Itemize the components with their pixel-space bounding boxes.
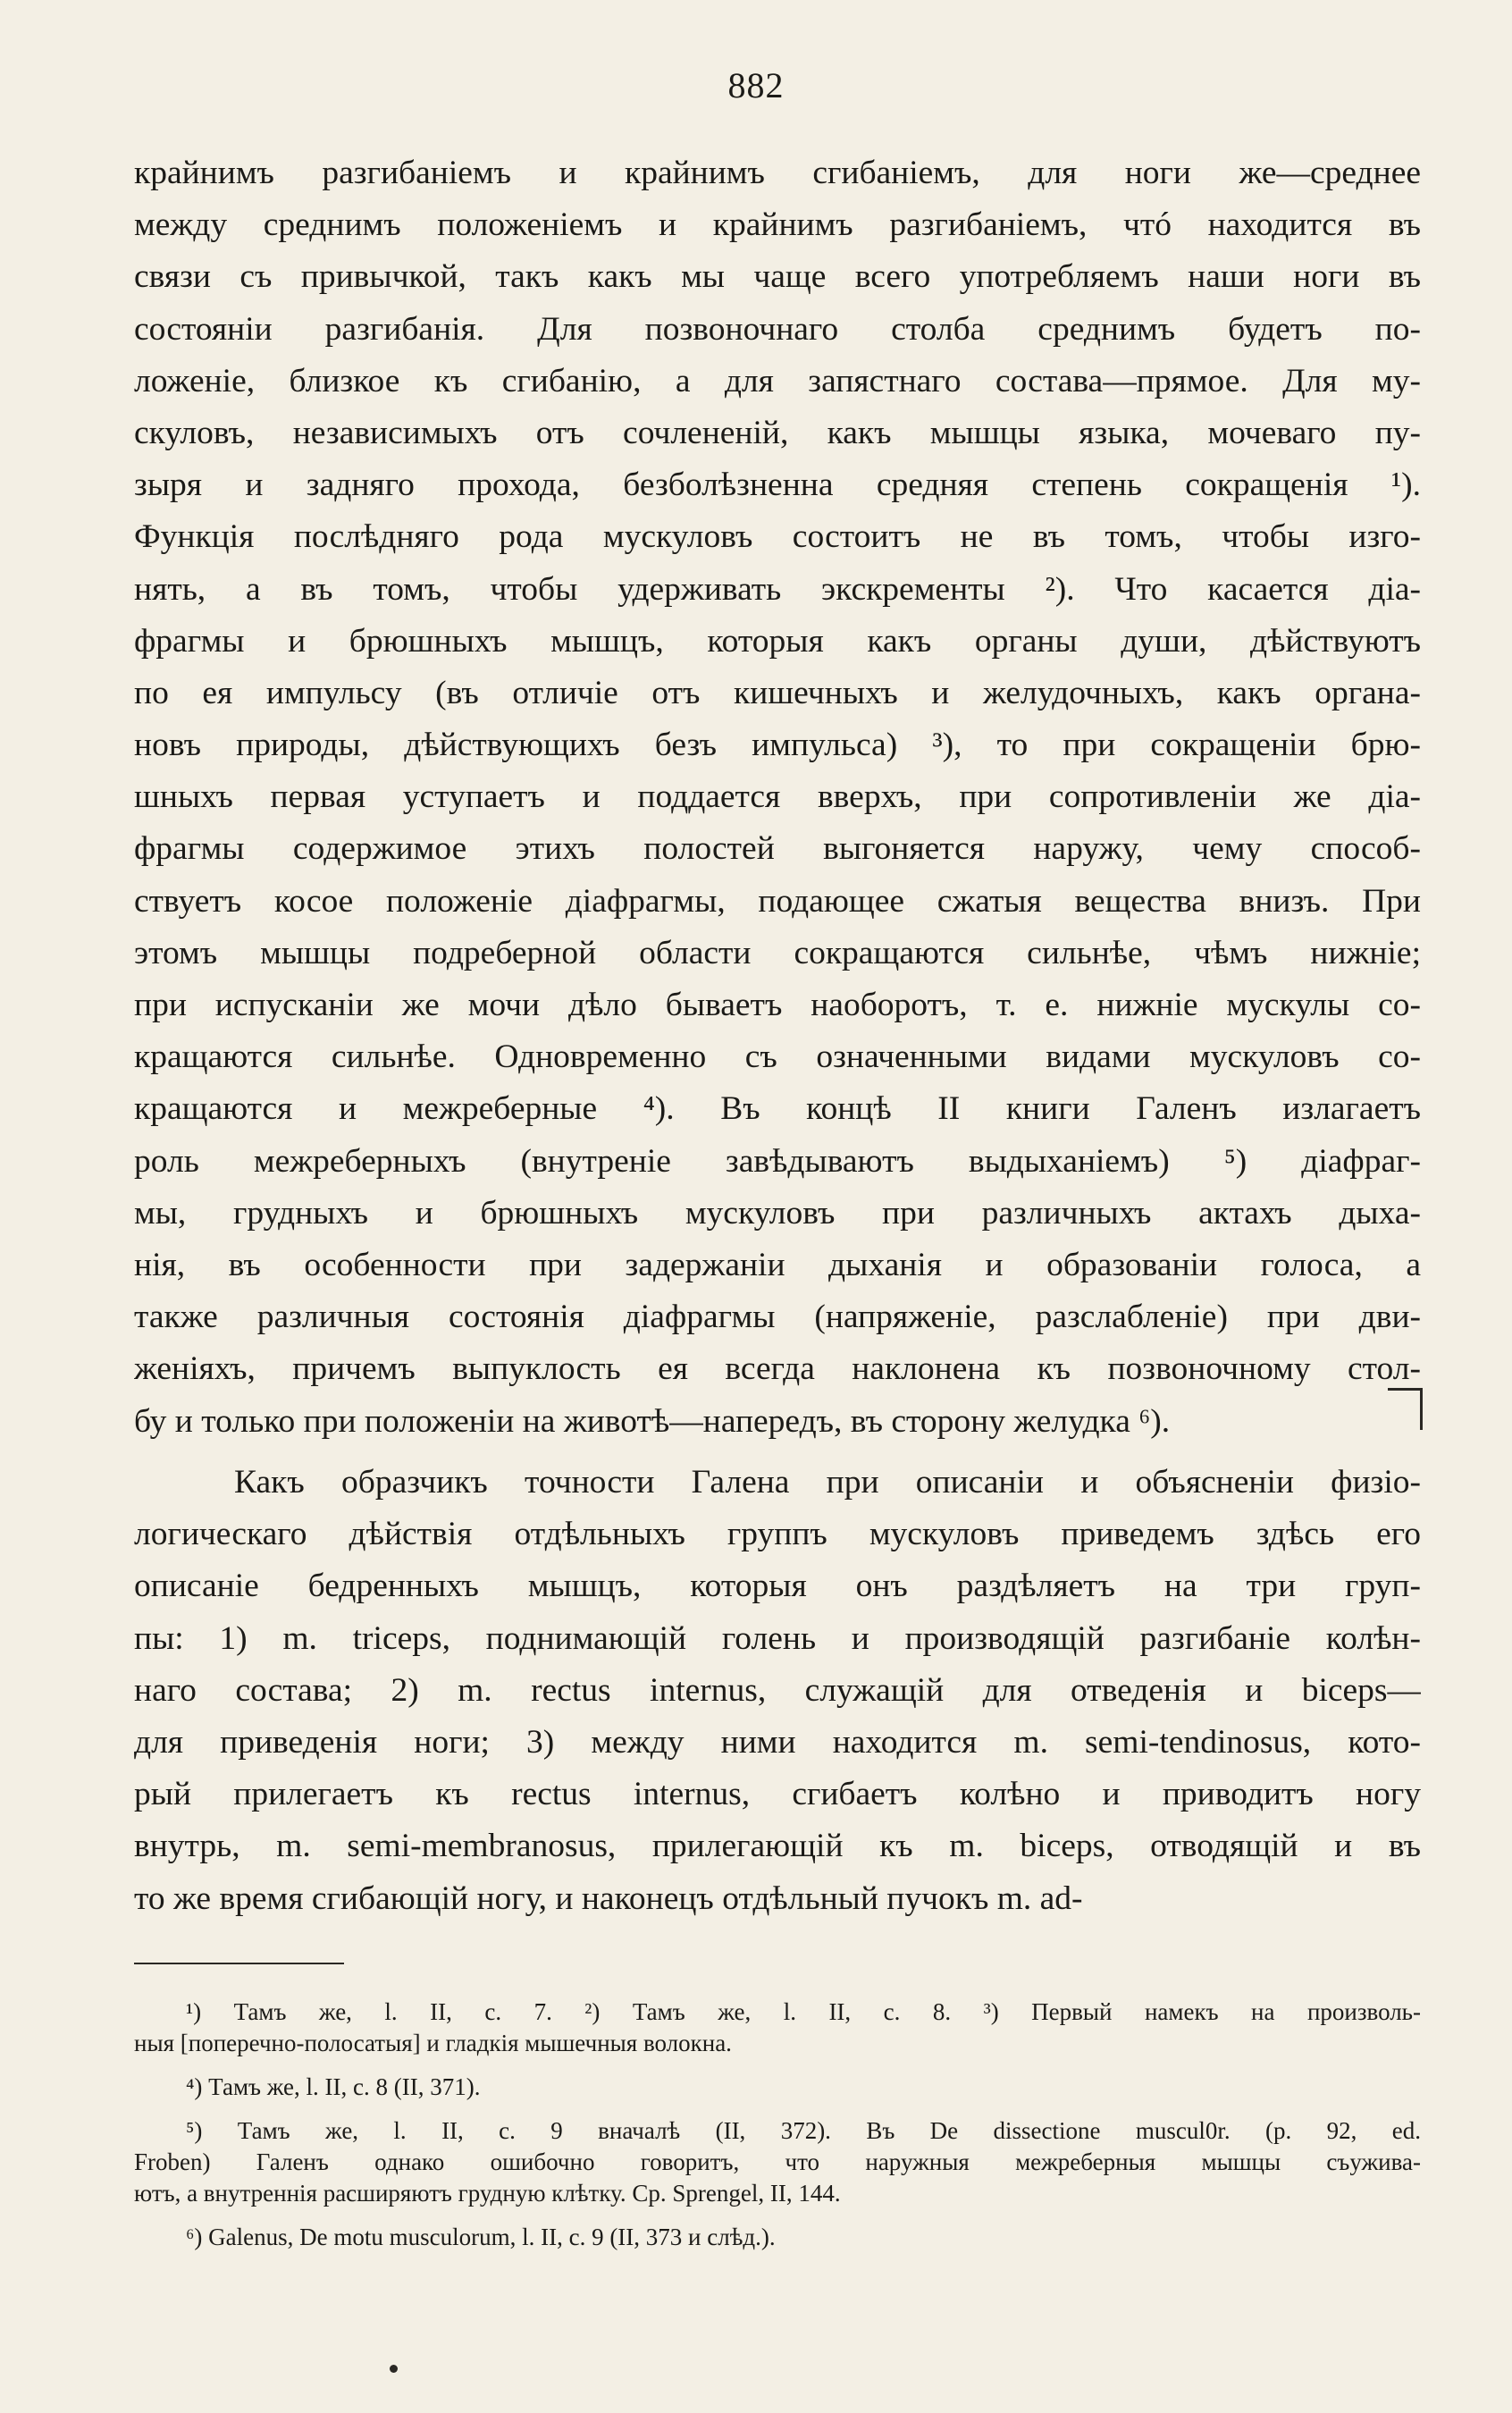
text-line: крайнимъ разгибаніемъ и крайнимъ сгибаніемъ, для ноги же—среднее [134,155,1421,191]
text-line: кращаются и межреберные ⁴). Въ концѣ II книги Галенъ излагаетъ [134,1090,1421,1128]
page-number: 882 [727,65,785,105]
text-line: логическаго дѣйствія отдѣльныхъ группъ мускуловъ приведемъ здѣсь его [134,1516,1421,1553]
text-line: фрагмы и брюшныхъ мышцъ, которыя какъ органы души, дѣйствуютъ [134,622,1421,660]
text-line: новъ природы, дѣйствующихъ безъ импульса) ³), то при сокращеніи брю- [134,727,1421,764]
margin-bracket-mark [1388,1388,1423,1430]
text-line: зыря и задняго прохода, безболѣзненна средняя степень сокращенія ¹). [134,467,1421,504]
text-line: нять, а въ томъ, чтобы удерживать экскременты ²). Что касается діа- [134,570,1421,608]
text-line: мы, грудныхъ и брюшныхъ мускуловъ при различныхъ актахъ дыха- [134,1194,1421,1232]
text-line: при испусканіи же мочи дѣло бываетъ наоборотъ, т. е. нижніе мускулы со- [134,987,1421,1023]
text-line: внутрь, m. semi-membranosus, прилегающій къ m. biceps, отводящій и въ [134,1828,1421,1865]
footnote-line: ⁵) Тамъ же, l. II, c. 9 вначалѣ (II, 372). Въ De dissectione muscul0r. (p. 92, ed. [186,2117,1421,2144]
text-line: шныхъ первая уступаетъ и поддается вверхъ, при сопротивленіи же діа- [134,778,1421,816]
footnotes [134,1997,1421,2253]
text-line: кращаются сильнѣе. Одновременно съ означенными видами мускуловъ со- [134,1038,1421,1076]
text-line: между среднимъ положеніемъ и крайнимъ разгибаніемъ, чтó находится въ [134,206,1421,244]
text-line: роль межреберныхъ (внутреніе завѣдываютъ выдыханіемъ) ⁵) діафраг- [134,1142,1421,1180]
text-line: ложеніе, близкое къ сгибанію, а для запястнаго состава—прямое. Для му- [134,362,1421,399]
text-line: нія, въ особенности при задержаніи дыханія и образованіи голоса, а [134,1246,1421,1283]
footnote [134,2222,1421,2253]
text-line: для приведенія ноги; 3) между ними находится m. semi-tendinosus, кото- [134,1723,1421,1761]
text-line: бу и только при положеніи на животѣ—напередъ, въ сторону желудка ⁶). [134,1402,1171,1440]
footnote-line: ¹) Тамъ же, l. II, c. 7. ²) Тамъ же, l. II, c. 8. ³) Первый намекъ на произволь- [186,1998,1421,2025]
text-line: пы: 1) m. triceps, поднимающій голень и производящій разгибаніе колѣн- [134,1619,1421,1657]
ink-dot [390,2365,398,2373]
text-line: состояніи разгибанія. Для позвоночнаго столба среднимъ будетъ по- [134,310,1421,348]
text-line: фрагмы содержимое этихъ полостей выгоняется наружу, чему способ- [134,830,1421,868]
footnote-line: ⁴) Тамъ же, l. II, c. 8 (II, 371). [186,2073,481,2100]
footnote-line: Froben) Галенъ однако ошибочно говоритъ, что наружныя межреберныя мышцы съужива- [134,2148,1421,2175]
text-line: описаніе бедренныхъ мышцъ, которыя онъ раздѣляетъ на три груп- [134,1568,1421,1605]
text-line: Функція послѣдняго рода мускуловъ состоитъ не въ томъ, чтобы изго- [134,518,1421,556]
footnote-line: ⁶) Galenus, De motu musculorum, l. II, c. 9 (II, 373 и слѣд.). [186,2224,776,2250]
text-line: Какъ образчикъ точности Галена при описаніи и объясненіи физіо- [234,1464,1421,1501]
footnote [134,1997,1421,2059]
text-line: наго состава; 2) m. rectus internus, служащій для отведенія и biceps— [134,1671,1421,1709]
text-line: женіяхъ, причемъ выпуклость ея всегда наклонена къ позвоночному стол- [134,1350,1421,1388]
footnote [134,2115,1421,2209]
text-line: этомъ мышцы подреберной области сокращаются сильнѣе, чѣмъ нижніе; [134,934,1421,971]
text-line: рый прилегаетъ къ rectus internus, сгибаетъ колѣно и приводитъ ногу [134,1776,1421,1813]
footnote-rule [134,1963,344,1964]
text-line: по ея импульсу (въ отличіе отъ кишечныхъ и желудочныхъ, какъ органа- [134,674,1421,711]
footnote-line: ютъ, а внутреннія расширяютъ грудную клѣтку. Ср. Sprengel, II, 144. [134,2180,841,2207]
text-line: ствуетъ косое положеніе діафрагмы, подающее сжатыя вещества внизъ. При [134,882,1421,920]
text-line: то же время сгибающій ногу, и наконецъ отдѣльный пучокъ m. ad- [134,1879,1083,1917]
text-line: скуловъ, независимыхъ отъ сочлененій, какъ мышцы языка, мочеваго пу- [134,414,1421,451]
footnote [134,2072,1421,2103]
text-line: также различныя состоянія діафрагмы (напряженіе, разслабленіе) при дви- [134,1299,1421,1336]
paragraph-2 [134,1457,1421,1925]
text-line: связи съ привычкой, такъ какъ мы чаще всего употребляемъ наши ноги въ [134,258,1421,296]
paragraph-1 [134,147,1421,1448]
footnote-line: ныя [поперечно-полосатыя] и гладкія мышечныя волокна. [134,2030,732,2056]
